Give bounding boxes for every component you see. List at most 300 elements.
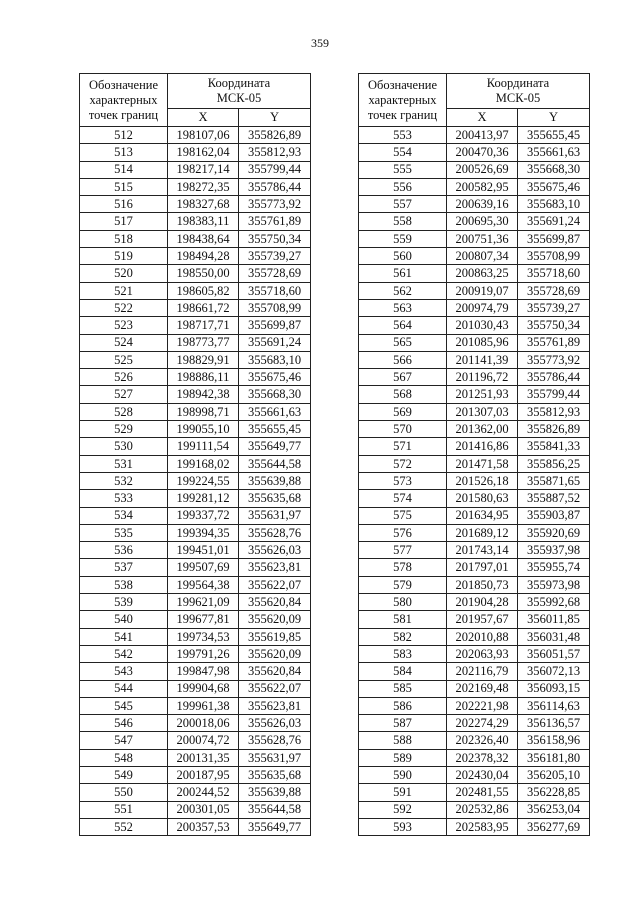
y-coordinate-cell: 355655,45 (518, 127, 590, 144)
table-row (359, 178, 590, 195)
y-coordinate-cell: 355826,89 (239, 127, 311, 144)
y-coordinate-cell: 355644,58 (239, 455, 311, 472)
y-coordinate-cell: 355631,97 (239, 749, 311, 766)
point-number-cell: 593 (359, 818, 447, 835)
point-number-cell: 578 (359, 559, 447, 576)
x-coordinate-cell: 202430,04 (447, 766, 518, 783)
table-row (80, 594, 311, 611)
y-coordinate-cell: 356031,48 (518, 628, 590, 645)
point-number-cell: 570 (359, 421, 447, 438)
table-row (80, 265, 311, 282)
table-row (359, 421, 590, 438)
point-number-cell: 554 (359, 144, 447, 161)
x-coordinate-cell: 199677,81 (168, 611, 239, 628)
x-coordinate-cell: 201030,43 (447, 317, 518, 334)
point-number-cell: 577 (359, 542, 447, 559)
y-coordinate-cell: 355973,98 (518, 576, 590, 593)
y-coordinate-cell: 355955,74 (518, 559, 590, 576)
x-coordinate-cell: 201471,58 (447, 455, 518, 472)
x-coordinate-cell: 199055,10 (168, 421, 239, 438)
table-row (80, 680, 311, 697)
y-coordinate-cell: 355739,27 (518, 299, 590, 316)
y-coordinate-cell: 355622,07 (239, 680, 311, 697)
table-row (359, 594, 590, 611)
x-coordinate-cell: 198998,71 (168, 403, 239, 420)
x-coordinate-cell: 199734,53 (168, 628, 239, 645)
x-coordinate-cell: 199791,26 (168, 645, 239, 662)
x-coordinate-cell: 201416,86 (447, 438, 518, 455)
point-number-cell: 535 (80, 524, 168, 541)
x-coordinate-cell: 201085,96 (447, 334, 518, 351)
y-coordinate-cell: 355761,89 (518, 334, 590, 351)
table-row (80, 697, 311, 714)
y-coordinate-cell: 355708,99 (239, 299, 311, 316)
y-coordinate-cell: 355649,77 (239, 818, 311, 835)
table-row (359, 282, 590, 299)
y-coordinate-cell: 355675,46 (518, 178, 590, 195)
y-coordinate-cell: 355786,44 (239, 178, 311, 195)
y-coordinate-cell: 355644,58 (239, 801, 311, 818)
x-coordinate-cell: 202116,79 (447, 663, 518, 680)
table-row (80, 749, 311, 766)
point-number-cell: 547 (80, 732, 168, 749)
table-row (80, 438, 311, 455)
y-coordinate-cell: 355841,33 (518, 438, 590, 455)
y-header: Y (518, 109, 590, 127)
y-coordinate-cell: 355635,68 (239, 766, 311, 783)
point-number-cell: 555 (359, 161, 447, 178)
x-coordinate-cell: 198217,14 (168, 161, 239, 178)
table-row (80, 784, 311, 801)
x-coordinate-cell: 200751,36 (447, 230, 518, 247)
x-coordinate-cell: 198494,28 (168, 248, 239, 265)
y-coordinate-cell: 355639,88 (239, 472, 311, 489)
point-label-header: Обозначение характерных точек границ (359, 74, 447, 127)
y-coordinate-cell: 355812,93 (518, 403, 590, 420)
point-number-cell: 542 (80, 645, 168, 662)
x-coordinate-cell: 202378,32 (447, 749, 518, 766)
x-coordinate-cell: 201850,73 (447, 576, 518, 593)
table-row (80, 161, 311, 178)
table-row (359, 611, 590, 628)
x-coordinate-cell: 201580,63 (447, 490, 518, 507)
point-number-cell: 576 (359, 524, 447, 541)
y-coordinate-cell: 355622,07 (239, 576, 311, 593)
point-number-cell: 583 (359, 645, 447, 662)
y-coordinate-cell: 355635,68 (239, 490, 311, 507)
coordinates-table-left (79, 73, 311, 836)
point-number-cell: 586 (359, 697, 447, 714)
x-coordinate-cell: 201743,14 (447, 542, 518, 559)
y-coordinate-cell: 355903,87 (518, 507, 590, 524)
table-row (80, 421, 311, 438)
point-number-cell: 580 (359, 594, 447, 611)
point-number-cell: 584 (359, 663, 447, 680)
x-coordinate-cell: 199621,09 (168, 594, 239, 611)
y-coordinate-cell: 356181,80 (518, 749, 590, 766)
point-number-cell: 566 (359, 351, 447, 368)
x-coordinate-cell: 201141,39 (447, 351, 518, 368)
y-coordinate-cell: 355649,77 (239, 438, 311, 455)
table-row (359, 161, 590, 178)
point-number-cell: 512 (80, 127, 168, 144)
y-coordinate-cell: 355623,81 (239, 697, 311, 714)
x-coordinate-cell: 202063,93 (447, 645, 518, 662)
point-number-cell: 552 (80, 818, 168, 835)
point-number-cell: 590 (359, 766, 447, 783)
y-coordinate-cell: 356205,10 (518, 766, 590, 783)
point-number-cell: 545 (80, 697, 168, 714)
x-coordinate-cell: 200131,35 (168, 749, 239, 766)
y-coordinate-cell: 356072,13 (518, 663, 590, 680)
table-row (80, 801, 311, 818)
y-coordinate-cell: 355683,10 (239, 351, 311, 368)
table-row (359, 490, 590, 507)
x-coordinate-cell: 198886,11 (168, 369, 239, 386)
y-coordinate-cell: 355728,69 (518, 282, 590, 299)
table-row (80, 472, 311, 489)
coordinate-header: Координата МСК-05 (447, 74, 590, 109)
point-number-cell: 526 (80, 369, 168, 386)
point-number-cell: 525 (80, 351, 168, 368)
x-coordinate-cell: 200018,06 (168, 715, 239, 732)
y-coordinate-cell: 355661,63 (518, 144, 590, 161)
y-coordinate-cell: 355628,76 (239, 524, 311, 541)
point-number-cell: 564 (359, 317, 447, 334)
point-number-cell: 533 (80, 490, 168, 507)
table-row (80, 127, 311, 144)
point-number-cell: 517 (80, 213, 168, 230)
y-coordinate-cell: 355750,34 (518, 317, 590, 334)
table-row (80, 818, 311, 835)
y-coordinate-cell: 356051,57 (518, 645, 590, 662)
y-coordinate-cell: 355728,69 (239, 265, 311, 282)
y-coordinate-cell: 355626,03 (239, 715, 311, 732)
table-row (359, 213, 590, 230)
point-number-cell: 524 (80, 334, 168, 351)
y-coordinate-cell: 355799,44 (239, 161, 311, 178)
x-coordinate-cell: 200526,69 (447, 161, 518, 178)
table-row (359, 438, 590, 455)
point-number-cell: 569 (359, 403, 447, 420)
x-coordinate-cell: 201797,01 (447, 559, 518, 576)
y-coordinate-cell: 356277,69 (518, 818, 590, 835)
table-row (80, 317, 311, 334)
point-number-cell: 551 (80, 801, 168, 818)
y-coordinate-cell: 355920,69 (518, 524, 590, 541)
x-coordinate-cell: 201689,12 (447, 524, 518, 541)
table-row (359, 645, 590, 662)
point-number-cell: 553 (359, 127, 447, 144)
y-coordinate-cell: 355655,45 (239, 421, 311, 438)
table-row (80, 369, 311, 386)
y-coordinate-cell: 355937,98 (518, 542, 590, 559)
point-number-cell: 534 (80, 507, 168, 524)
y-coordinate-cell: 355626,03 (239, 542, 311, 559)
table-row (80, 144, 311, 161)
y-coordinate-cell: 355718,60 (239, 282, 311, 299)
table-row (80, 196, 311, 213)
x-coordinate-cell: 198550,00 (168, 265, 239, 282)
x-coordinate-cell: 198717,71 (168, 317, 239, 334)
y-coordinate-cell: 355675,46 (239, 369, 311, 386)
point-number-cell: 518 (80, 230, 168, 247)
point-label-header: Обозначение характерных точек границ (80, 74, 168, 127)
table-row (80, 351, 311, 368)
table-row (359, 334, 590, 351)
point-number-cell: 560 (359, 248, 447, 265)
x-coordinate-cell: 198773,77 (168, 334, 239, 351)
point-number-cell: 573 (359, 472, 447, 489)
table-row (359, 749, 590, 766)
x-coordinate-cell: 200357,53 (168, 818, 239, 835)
point-number-cell: 558 (359, 213, 447, 230)
x-coordinate-cell: 202532,86 (447, 801, 518, 818)
table-row (359, 576, 590, 593)
table-row (80, 628, 311, 645)
coordinate-header: Координата МСК-05 (168, 74, 311, 109)
x-coordinate-cell: 201904,28 (447, 594, 518, 611)
point-number-cell: 516 (80, 196, 168, 213)
x-coordinate-cell: 198327,68 (168, 196, 239, 213)
point-number-cell: 540 (80, 611, 168, 628)
point-number-cell: 563 (359, 299, 447, 316)
x-coordinate-cell: 199224,55 (168, 472, 239, 489)
y-coordinate-cell: 355773,92 (518, 351, 590, 368)
table-row (359, 299, 590, 316)
page-number: 359 (311, 36, 329, 50)
y-coordinate-cell: 355668,30 (239, 386, 311, 403)
table-row (80, 766, 311, 783)
point-number-cell: 559 (359, 230, 447, 247)
coordinates-table-right (358, 73, 590, 836)
point-number-cell: 575 (359, 507, 447, 524)
y-coordinate-cell: 355887,52 (518, 490, 590, 507)
y-coordinate-cell: 356158,96 (518, 732, 590, 749)
x-coordinate-cell: 199281,12 (168, 490, 239, 507)
x-coordinate-cell: 198942,38 (168, 386, 239, 403)
x-coordinate-cell: 199961,38 (168, 697, 239, 714)
y-coordinate-cell: 355992,68 (518, 594, 590, 611)
x-coordinate-cell: 199394,35 (168, 524, 239, 541)
point-number-cell: 556 (359, 178, 447, 195)
y-coordinate-cell: 355620,09 (239, 645, 311, 662)
y-coordinate-cell: 355639,88 (239, 784, 311, 801)
y-coordinate-cell: 355708,99 (518, 248, 590, 265)
x-coordinate-cell: 200974,79 (447, 299, 518, 316)
y-coordinate-cell: 355856,25 (518, 455, 590, 472)
table-row (359, 680, 590, 697)
y-coordinate-cell: 355668,30 (518, 161, 590, 178)
table-row (80, 299, 311, 316)
x-coordinate-cell: 198383,11 (168, 213, 239, 230)
point-number-cell: 527 (80, 386, 168, 403)
point-number-cell: 585 (359, 680, 447, 697)
x-coordinate-cell: 200074,72 (168, 732, 239, 749)
table-row (80, 230, 311, 247)
point-number-cell: 546 (80, 715, 168, 732)
table-row (359, 784, 590, 801)
x-coordinate-cell: 201634,95 (447, 507, 518, 524)
point-number-cell: 543 (80, 663, 168, 680)
y-header: Y (239, 109, 311, 127)
table-row (80, 490, 311, 507)
table-row (80, 334, 311, 351)
x-coordinate-cell: 199337,72 (168, 507, 239, 524)
y-coordinate-cell: 355786,44 (518, 369, 590, 386)
x-coordinate-cell: 202481,55 (447, 784, 518, 801)
point-number-cell: 538 (80, 576, 168, 593)
table-row (80, 282, 311, 299)
point-number-cell: 562 (359, 282, 447, 299)
y-coordinate-cell: 355623,81 (239, 559, 311, 576)
point-number-cell: 537 (80, 559, 168, 576)
table-row (359, 542, 590, 559)
table-row (359, 559, 590, 576)
point-number-cell: 581 (359, 611, 447, 628)
table-row (80, 524, 311, 541)
table-row (80, 559, 311, 576)
point-number-cell: 588 (359, 732, 447, 749)
table-row (80, 403, 311, 420)
table-row (80, 715, 311, 732)
y-coordinate-cell: 355620,09 (239, 611, 311, 628)
y-coordinate-cell: 355699,87 (239, 317, 311, 334)
table-row (359, 697, 590, 714)
table-row (359, 663, 590, 680)
point-number-cell: 519 (80, 248, 168, 265)
y-coordinate-cell: 355691,24 (239, 334, 311, 351)
table-row (80, 386, 311, 403)
table-row (359, 732, 590, 749)
x-coordinate-cell: 200639,16 (447, 196, 518, 213)
x-coordinate-cell: 201196,72 (447, 369, 518, 386)
point-number-cell: 515 (80, 178, 168, 195)
point-number-cell: 582 (359, 628, 447, 645)
y-coordinate-cell: 355750,34 (239, 230, 311, 247)
y-coordinate-cell: 356011,85 (518, 611, 590, 628)
x-coordinate-cell: 199168,02 (168, 455, 239, 472)
x-coordinate-cell: 200582,95 (447, 178, 518, 195)
x-coordinate-cell: 201362,00 (447, 421, 518, 438)
table-row (359, 455, 590, 472)
y-coordinate-cell: 355683,10 (518, 196, 590, 213)
point-number-cell: 568 (359, 386, 447, 403)
y-coordinate-cell: 356093,15 (518, 680, 590, 697)
x-coordinate-cell: 199451,01 (168, 542, 239, 559)
y-coordinate-cell: 355871,65 (518, 472, 590, 489)
x-coordinate-cell: 199111,54 (168, 438, 239, 455)
y-coordinate-cell: 356228,85 (518, 784, 590, 801)
point-number-cell: 587 (359, 715, 447, 732)
point-number-cell: 561 (359, 265, 447, 282)
table-row (359, 524, 590, 541)
x-coordinate-cell: 201307,03 (447, 403, 518, 420)
point-number-cell: 572 (359, 455, 447, 472)
x-coordinate-cell: 198162,04 (168, 144, 239, 161)
table-row (359, 144, 590, 161)
x-coordinate-cell: 198107,06 (168, 127, 239, 144)
y-coordinate-cell: 355619,85 (239, 628, 311, 645)
x-coordinate-cell: 199564,38 (168, 576, 239, 593)
point-number-cell: 567 (359, 369, 447, 386)
x-coordinate-cell: 198661,72 (168, 299, 239, 316)
x-coordinate-cell: 200470,36 (447, 144, 518, 161)
table-row (359, 472, 590, 489)
table-row (359, 230, 590, 247)
point-number-cell: 579 (359, 576, 447, 593)
table-row (359, 248, 590, 265)
y-coordinate-cell: 355761,89 (239, 213, 311, 230)
table-row (80, 542, 311, 559)
point-number-cell: 549 (80, 766, 168, 783)
table-row (359, 801, 590, 818)
x-coordinate-cell: 200863,25 (447, 265, 518, 282)
point-number-cell: 574 (359, 490, 447, 507)
point-number-cell: 520 (80, 265, 168, 282)
point-number-cell: 557 (359, 196, 447, 213)
y-coordinate-cell: 355718,60 (518, 265, 590, 282)
point-number-cell: 530 (80, 438, 168, 455)
point-number-cell: 528 (80, 403, 168, 420)
x-coordinate-cell: 202274,29 (447, 715, 518, 732)
point-number-cell: 514 (80, 161, 168, 178)
y-coordinate-cell: 355661,63 (239, 403, 311, 420)
y-coordinate-cell: 355620,84 (239, 663, 311, 680)
x-coordinate-cell: 200695,30 (447, 213, 518, 230)
x-coordinate-cell: 198438,64 (168, 230, 239, 247)
table-row (359, 317, 590, 334)
table-row (359, 369, 590, 386)
x-coordinate-cell: 198605,82 (168, 282, 239, 299)
point-number-cell: 565 (359, 334, 447, 351)
point-number-cell: 592 (359, 801, 447, 818)
table-row (359, 715, 590, 732)
table-row (359, 127, 590, 144)
x-coordinate-cell: 200413,97 (447, 127, 518, 144)
y-coordinate-cell: 355812,93 (239, 144, 311, 161)
x-coordinate-cell: 200807,34 (447, 248, 518, 265)
y-coordinate-cell: 355739,27 (239, 248, 311, 265)
x-coordinate-cell: 198829,91 (168, 351, 239, 368)
y-coordinate-cell: 355631,97 (239, 507, 311, 524)
y-coordinate-cell: 355620,84 (239, 594, 311, 611)
x-coordinate-cell: 200244,52 (168, 784, 239, 801)
y-coordinate-cell: 356136,57 (518, 715, 590, 732)
table-row (80, 178, 311, 195)
table-row (80, 576, 311, 593)
x-coordinate-cell: 199847,98 (168, 663, 239, 680)
table-row (359, 403, 590, 420)
point-number-cell: 541 (80, 628, 168, 645)
x-coordinate-cell: 202583,95 (447, 818, 518, 835)
y-coordinate-cell: 355826,89 (518, 421, 590, 438)
table-row (80, 732, 311, 749)
table-row (359, 351, 590, 368)
table-row (359, 818, 590, 835)
x-coordinate-cell: 201526,18 (447, 472, 518, 489)
point-number-cell: 571 (359, 438, 447, 455)
table-row (80, 507, 311, 524)
x-header: X (447, 109, 518, 127)
x-coordinate-cell: 200301,05 (168, 801, 239, 818)
x-coordinate-cell: 199904,68 (168, 680, 239, 697)
point-number-cell: 536 (80, 542, 168, 559)
point-number-cell: 513 (80, 144, 168, 161)
table-row (359, 766, 590, 783)
point-number-cell: 532 (80, 472, 168, 489)
x-coordinate-cell: 202221,98 (447, 697, 518, 714)
